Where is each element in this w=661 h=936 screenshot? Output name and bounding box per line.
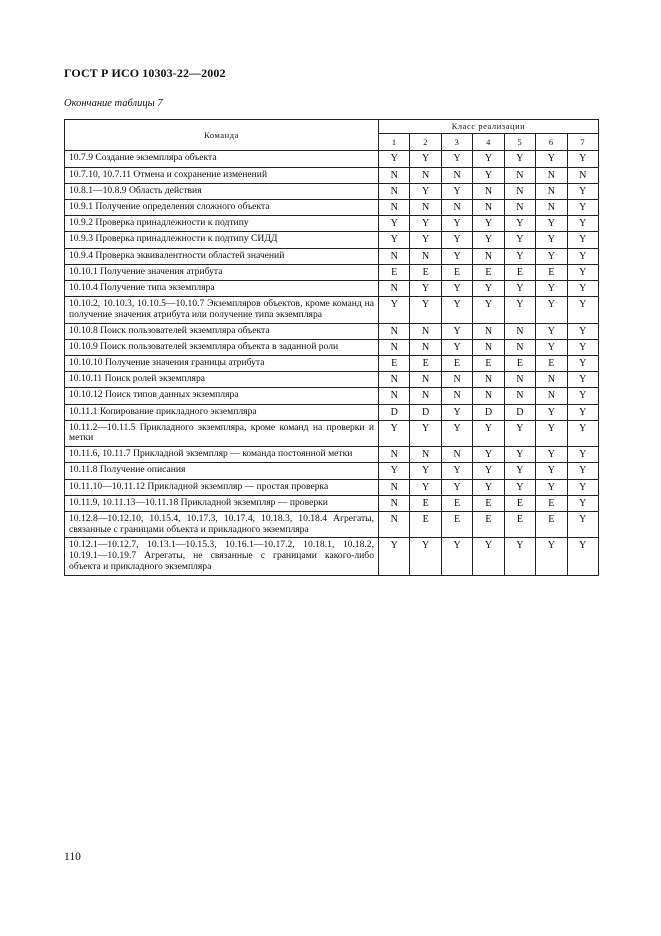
class-value-cell: N (536, 199, 567, 215)
class-value-cell: Y (473, 447, 504, 463)
class-value-cell: Y (441, 216, 472, 232)
class-value-cell: E (379, 264, 410, 280)
class-value-cell: Y (441, 404, 472, 420)
class-value-cell: N (473, 339, 504, 355)
class-number-header: 7 (567, 134, 598, 151)
table-row (65, 167, 599, 183)
class-value-cell: Y (536, 479, 567, 495)
class-value-cell: N (441, 388, 472, 404)
class-value-cell: Y (504, 479, 535, 495)
table-row (65, 372, 599, 388)
class-value-cell: Y (536, 420, 567, 446)
class-value-cell: N (504, 339, 535, 355)
class-value-cell: N (379, 372, 410, 388)
class-value-cell: N (379, 511, 410, 537)
class-value-cell: N (536, 388, 567, 404)
table-row (65, 280, 599, 296)
class-value-cell: N (441, 447, 472, 463)
command-cell: 10.10.1 Получение значения атрибута (65, 264, 379, 280)
class-value-cell: Y (410, 216, 441, 232)
class-value-cell: Y (567, 199, 598, 215)
class-value-cell: E (441, 495, 472, 511)
class-value-cell: Y (379, 420, 410, 446)
class-value-cell: Y (504, 280, 535, 296)
class-value-cell: N (473, 388, 504, 404)
table-row (65, 538, 599, 575)
table-row (65, 388, 599, 404)
command-cell: 10.11.2—10.11.5 Прикладного экземпляра, кроме команд на проверки и метки (65, 420, 379, 446)
class-value-cell: Y (441, 280, 472, 296)
class-value-cell: Y (441, 151, 472, 167)
class-value-cell: N (504, 183, 535, 199)
class-value-cell: Y (410, 183, 441, 199)
class-value-cell: Y (504, 463, 535, 479)
class-value-cell: N (379, 183, 410, 199)
class-value-cell: Y (567, 151, 598, 167)
class-value-cell: Y (567, 355, 598, 371)
class-value-cell: Y (567, 216, 598, 232)
class-value-cell: N (473, 183, 504, 199)
class-value-cell: N (473, 248, 504, 264)
class-value-cell: Y (567, 280, 598, 296)
class-value-cell: Y (473, 151, 504, 167)
class-value-cell: N (441, 199, 472, 215)
class-number-header: 3 (441, 134, 472, 151)
class-number-header: 6 (536, 134, 567, 151)
class-value-cell: N (379, 248, 410, 264)
class-value-cell: N (504, 167, 535, 183)
class-value-cell: Y (379, 463, 410, 479)
command-cell: 10.10.2, 10.10.3, 10.10.5—10.10.7 Экземпляров объектов, кроме команд на получение значения атрибута или получение типа экземпляра (65, 297, 379, 323)
class-value-cell: Y (473, 538, 504, 575)
class-value-cell: D (473, 404, 504, 420)
class-value-cell: Y (567, 297, 598, 323)
class-value-cell: E (441, 511, 472, 537)
class-value-cell: N (567, 167, 598, 183)
class-value-cell: E (473, 264, 504, 280)
table-row (65, 183, 599, 199)
class-value-cell: N (410, 388, 441, 404)
class-value-cell: N (379, 167, 410, 183)
class-value-cell: N (536, 183, 567, 199)
implementation-class-table (64, 119, 599, 576)
class-value-cell: N (504, 199, 535, 215)
command-cell: 10.9.4 Проверка эквивалентности областей значений (65, 248, 379, 264)
class-value-cell: Y (473, 297, 504, 323)
class-value-cell: N (410, 199, 441, 215)
class-value-cell: Y (567, 323, 598, 339)
class-value-cell: Y (441, 323, 472, 339)
class-value-cell: E (536, 511, 567, 537)
class-value-cell: D (504, 404, 535, 420)
class-value-cell: Y (441, 183, 472, 199)
class-value-cell: N (536, 167, 567, 183)
table-row (65, 199, 599, 215)
command-cell: 10.11.9, 10.11.13—10.11.18 Прикладной экземпляр — проверки (65, 495, 379, 511)
page-number: 110 (64, 851, 81, 863)
table-row (65, 248, 599, 264)
class-value-cell: N (410, 323, 441, 339)
class-value-cell: Y (504, 151, 535, 167)
command-cell: 10.10.12 Поиск типов данных экземпляра (65, 388, 379, 404)
class-value-cell: N (379, 323, 410, 339)
class-value-cell: Y (504, 232, 535, 248)
class-value-cell: Y (567, 232, 598, 248)
class-value-cell: N (379, 447, 410, 463)
class-value-cell: E (504, 495, 535, 511)
command-cell: 10.10.9 Поиск пользователей экземпляра объекта в заданной роли (65, 339, 379, 355)
class-value-cell: Y (379, 216, 410, 232)
command-cell: 10.11.8 Получение описания (65, 463, 379, 479)
command-cell: 10.12.1—10.12.7, 10.13.1—10.15.3, 10.16.1—10.17.2, 10.18.1, 10.18.2, 10.19.1—10.19.7 Агрегаты, не связанные с границами какого-либо объекта и прикладного экземпляра (65, 538, 379, 575)
class-value-cell: N (379, 339, 410, 355)
class-number-header: 5 (504, 134, 535, 151)
command-cell: 10.11.6, 10.11.7 Прикладной экземпляр — команда постоянной метки (65, 447, 379, 463)
class-value-cell: Y (379, 151, 410, 167)
table-row (65, 297, 599, 323)
class-value-cell: N (473, 323, 504, 339)
class-value-cell: Y (410, 232, 441, 248)
class-value-cell: E (410, 511, 441, 537)
class-value-cell: Y (379, 297, 410, 323)
table-row (65, 479, 599, 495)
class-value-cell: E (410, 355, 441, 371)
class-value-cell: N (410, 447, 441, 463)
class-value-cell: Y (473, 232, 504, 248)
command-cell: 10.10.10 Получение значения границы атрибута (65, 355, 379, 371)
class-value-cell: N (379, 388, 410, 404)
class-value-cell: Y (567, 264, 598, 280)
class-value-cell: Y (473, 479, 504, 495)
class-value-cell: Y (567, 511, 598, 537)
class-value-cell: Y (567, 538, 598, 575)
class-value-cell: Y (536, 297, 567, 323)
class-value-cell: N (536, 372, 567, 388)
class-value-cell: E (473, 355, 504, 371)
class-value-cell: Y (473, 167, 504, 183)
class-value-cell: Y (536, 216, 567, 232)
class-value-cell: E (410, 264, 441, 280)
table-row (65, 264, 599, 280)
class-value-cell: Y (567, 183, 598, 199)
command-cell: 10.11.1 Копирование прикладного экземпляра (65, 404, 379, 420)
class-value-cell: E (536, 355, 567, 371)
class-value-cell: N (504, 372, 535, 388)
table-row (65, 151, 599, 167)
class-number-header: 4 (473, 134, 504, 151)
table-header (65, 120, 599, 151)
class-value-cell: Y (441, 248, 472, 264)
class-value-cell: Y (441, 232, 472, 248)
class-value-cell: Y (567, 447, 598, 463)
class-value-cell: N (379, 479, 410, 495)
class-value-cell: E (504, 264, 535, 280)
class-value-cell: E (473, 495, 504, 511)
table-row (65, 420, 599, 446)
class-value-cell: Y (536, 232, 567, 248)
class-value-cell: Y (504, 248, 535, 264)
class-value-cell: E (441, 264, 472, 280)
command-column-header: Команда (65, 120, 379, 151)
command-cell: 10.11.10—10.11.12 Прикладной экземпляр — простая проверка (65, 479, 379, 495)
command-cell: 10.12.8—10.12.10, 10.15.4, 10.17.3, 10.17.4, 10.18.3, 10.18.4 Агрегаты, связанные с границами объекта и прикладного экземпляра (65, 511, 379, 537)
class-value-cell: Y (567, 339, 598, 355)
class-value-cell: Y (504, 297, 535, 323)
class-value-cell: Y (441, 420, 472, 446)
class-value-cell: Y (504, 538, 535, 575)
class-value-cell: Y (473, 420, 504, 446)
class-value-cell: Y (441, 538, 472, 575)
class-value-cell: Y (473, 280, 504, 296)
table-row (65, 232, 599, 248)
class-number-header: 2 (410, 134, 441, 151)
class-value-cell: Y (536, 404, 567, 420)
command-cell: 10.7.10, 10.7.11 Отмена и сохранение изменений (65, 167, 379, 183)
class-value-cell: E (473, 511, 504, 537)
class-value-cell: Y (567, 479, 598, 495)
class-number-header: 1 (379, 134, 410, 151)
table-caption: Окончание таблицы 7 (64, 98, 163, 109)
command-cell: 10.9.3 Проверка принадлежности к подтипу СИДД (65, 232, 379, 248)
class-value-cell: Y (410, 280, 441, 296)
class-value-cell: Y (504, 216, 535, 232)
class-value-cell: Y (441, 297, 472, 323)
class-value-cell: Y (567, 404, 598, 420)
class-value-cell: Y (536, 447, 567, 463)
class-value-cell: Y (410, 463, 441, 479)
table-row (65, 339, 599, 355)
class-value-cell: N (410, 167, 441, 183)
table-row (65, 447, 599, 463)
class-value-cell: E (379, 355, 410, 371)
command-cell: 10.10.4 Получение типа экземпляра (65, 280, 379, 296)
class-value-cell: Y (536, 151, 567, 167)
class-value-cell: Y (410, 151, 441, 167)
class-value-cell: N (410, 339, 441, 355)
class-value-cell: Y (410, 297, 441, 323)
class-value-cell: Y (410, 538, 441, 575)
class-value-cell: E (536, 264, 567, 280)
class-value-cell: E (536, 495, 567, 511)
class-value-cell: Y (567, 495, 598, 511)
class-value-cell: E (504, 355, 535, 371)
class-value-cell: N (379, 495, 410, 511)
class-value-cell: N (410, 248, 441, 264)
class-value-cell: N (473, 372, 504, 388)
class-value-cell: N (410, 372, 441, 388)
table-row (65, 323, 599, 339)
class-value-cell: Y (441, 479, 472, 495)
class-value-cell: Y (536, 248, 567, 264)
class-value-cell: N (379, 280, 410, 296)
class-value-cell: Y (567, 248, 598, 264)
class-value-cell: Y (441, 463, 472, 479)
class-value-cell: Y (504, 420, 535, 446)
table-row (65, 463, 599, 479)
command-cell: 10.8.1—10.8.9 Область действия (65, 183, 379, 199)
class-value-cell: E (441, 355, 472, 371)
class-value-cell: N (504, 323, 535, 339)
class-value-cell: Y (536, 323, 567, 339)
command-cell: 10.7.9 Создание экземпляра объекта (65, 151, 379, 167)
class-column-header: Класс реализации (379, 120, 599, 134)
document-title: ГОСТ Р ИСО 10303-22—2002 (64, 66, 226, 80)
class-value-cell: Y (536, 538, 567, 575)
class-value-cell: Y (504, 447, 535, 463)
class-value-cell: N (504, 388, 535, 404)
class-value-cell: N (441, 372, 472, 388)
class-value-cell: Y (567, 388, 598, 404)
class-value-cell: E (410, 495, 441, 511)
command-cell: 10.10.11 Поиск ролей экземпляра (65, 372, 379, 388)
class-value-cell: N (379, 199, 410, 215)
command-cell: 10.10.8 Поиск пользователей экземпляра объекта (65, 323, 379, 339)
class-value-cell: Y (379, 232, 410, 248)
command-cell: 10.9.2 Проверка принадлежности к подтипу (65, 216, 379, 232)
table-row (65, 495, 599, 511)
table-row (65, 404, 599, 420)
table-row (65, 511, 599, 537)
class-value-cell: Y (567, 463, 598, 479)
class-value-cell: Y (536, 339, 567, 355)
class-value-cell: Y (567, 420, 598, 446)
class-value-cell: Y (536, 280, 567, 296)
class-value-cell: Y (441, 339, 472, 355)
class-value-cell: E (504, 511, 535, 537)
class-value-cell: D (410, 404, 441, 420)
class-value-cell: Y (379, 538, 410, 575)
table-row (65, 216, 599, 232)
class-value-cell: Y (567, 372, 598, 388)
class-value-cell: Y (410, 479, 441, 495)
table-body (65, 151, 599, 575)
table-row (65, 355, 599, 371)
class-value-cell: Y (473, 216, 504, 232)
class-value-cell: Y (410, 420, 441, 446)
class-value-cell: D (379, 404, 410, 420)
class-value-cell: Y (473, 463, 504, 479)
class-value-cell: N (473, 199, 504, 215)
command-cell: 10.9.1 Получение определения сложного объекта (65, 199, 379, 215)
class-value-cell: Y (536, 463, 567, 479)
class-value-cell: N (441, 167, 472, 183)
